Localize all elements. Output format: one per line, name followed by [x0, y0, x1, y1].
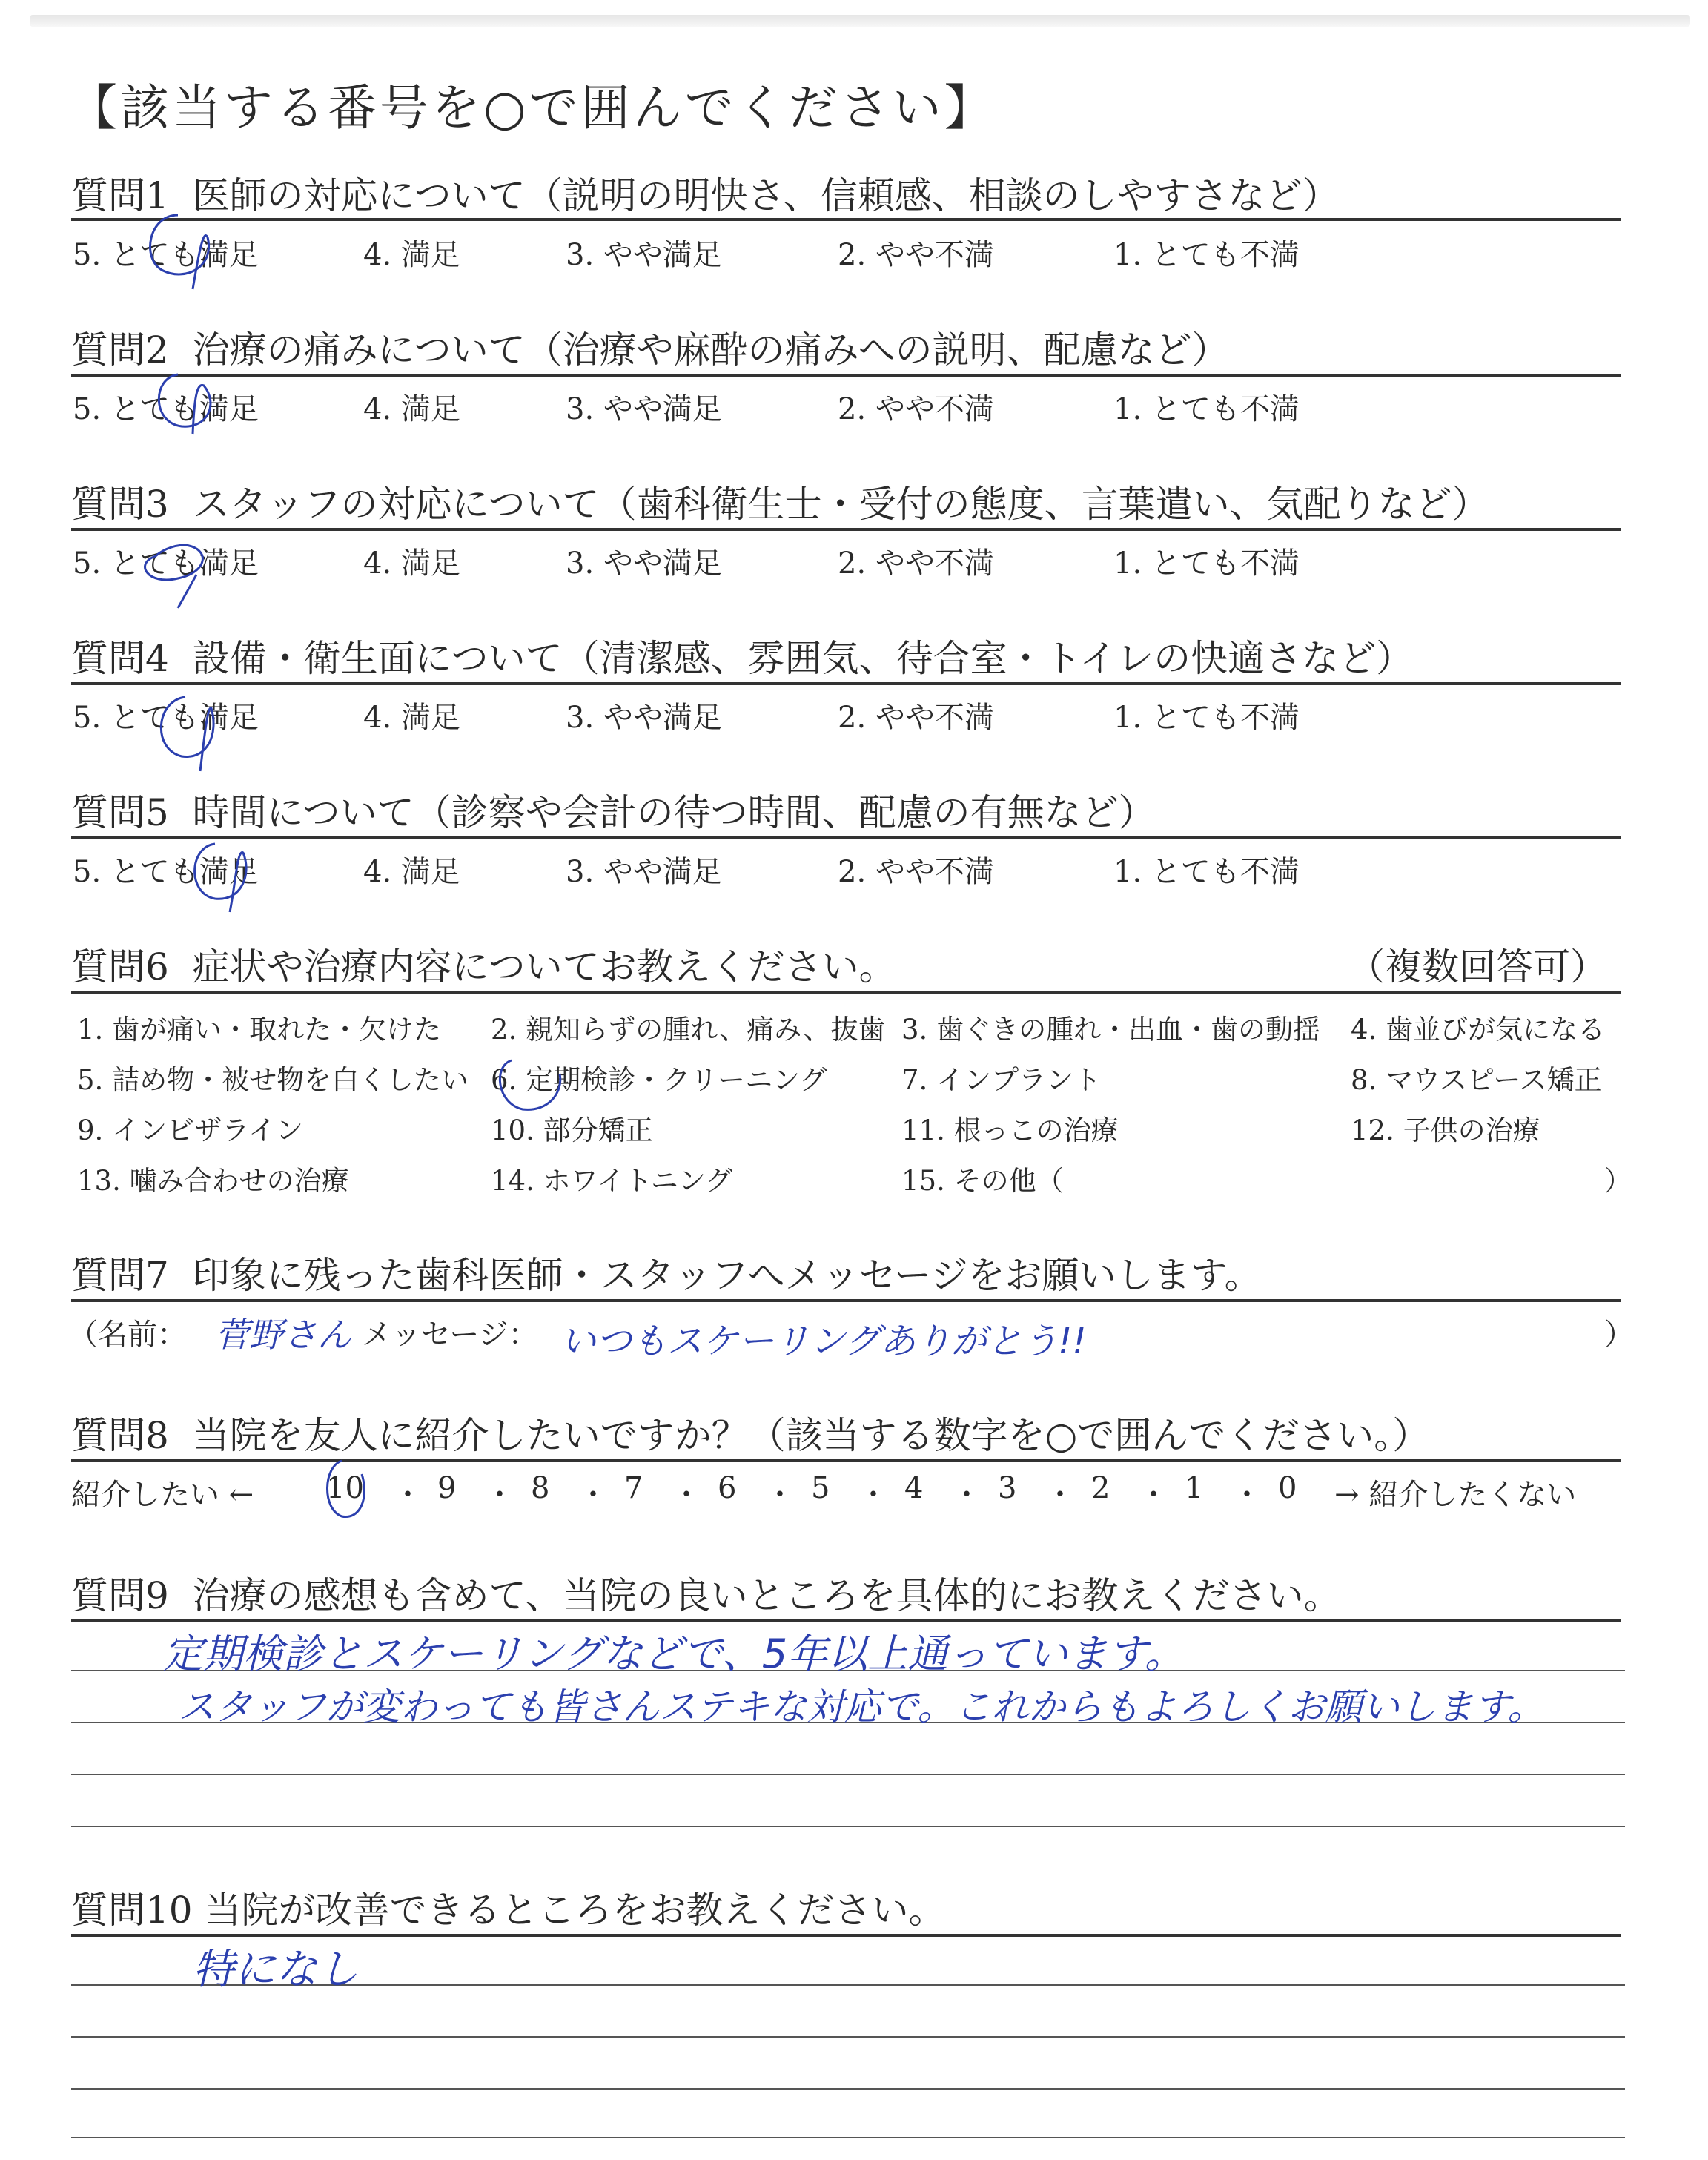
q2-option-3[interactable]: 3. やや満足 [566, 392, 722, 426]
q1-option-1[interactable]: 1. とても不満 [1113, 238, 1300, 272]
q8-dot: ・ [952, 1478, 982, 1512]
q2-heading [71, 320, 1229, 374]
q10-answer-line [71, 2088, 1625, 2090]
q10-answer-line [71, 2036, 1625, 2038]
q9-answer-handwritten-line-2[interactable]: スタッフが変わっても皆さんステキな対応で。これからもよろしくお願いします。 [178, 1685, 1545, 1728]
q8-dot: ・ [1139, 1478, 1168, 1512]
q6-option-15[interactable]: 15. その他（ [901, 1165, 1064, 1197]
q6-option-9[interactable]: 9. インビザライン [77, 1114, 303, 1146]
q8-label: 質問8 [71, 1414, 169, 1457]
q2-option-2[interactable]: 2. やや不満 [838, 392, 994, 426]
q8-left-label: 紹介したい ← [71, 1478, 254, 1512]
q1-rule [71, 218, 1621, 221]
q5-heading [71, 783, 1156, 836]
q9-label: 質問9 [71, 1574, 169, 1617]
q8-scale-5[interactable]: 5 [811, 1471, 830, 1505]
q6-heading [71, 937, 896, 991]
q6-multiple-note: （複数回答可） [1348, 945, 1607, 988]
q7-rule [71, 1299, 1621, 1302]
q6-option-13[interactable]: 13. 噛み合わせの治療 [77, 1165, 349, 1197]
q8-dot: ・ [393, 1478, 423, 1512]
q5-option-2[interactable]: 2. やや不満 [838, 855, 994, 889]
q8-scale-4[interactable]: 4 [904, 1471, 924, 1505]
q7-close-paren: ） [1604, 1318, 1634, 1352]
q2-text: 治療の痛みについて（治療や麻酔の痛みへの説明、配慮など） [192, 328, 1229, 371]
q3-option-1[interactable]: 1. とても不満 [1113, 546, 1300, 581]
q8-right-label: → 紹介したくない [1334, 1478, 1577, 1512]
q3-rule [71, 528, 1621, 531]
q7-text: 印象に残った歯科医師・スタッフへメッセージをお願いします。 [192, 1254, 1262, 1297]
q4-rule [71, 682, 1621, 685]
q8-rule [71, 1459, 1621, 1462]
q5-option-5[interactable]: 5. とても満足 [73, 855, 259, 889]
q6-option-3[interactable]: 3. 歯ぐきの腫れ・出血・歯の動揺 [901, 1014, 1321, 1046]
q8-scale-9[interactable]: 9 [437, 1471, 457, 1505]
q1-circle-mark [133, 200, 222, 311]
q4-circle-mark [145, 682, 226, 779]
q10-heading [71, 1880, 946, 1934]
q2-option-5[interactable]: 5. とても満足 [73, 392, 259, 426]
q7-name-label: （名前： [68, 1318, 187, 1352]
q9-answer-line [71, 1826, 1625, 1827]
q4-text: 設備・衛生面について（清潔感、雰囲気、待合室・トイレの快適さなど） [192, 637, 1414, 680]
q9-answer-handwritten-line-1[interactable]: 定期検診とスケーリングなどで、5年以上通っています。 [163, 1631, 1185, 1677]
q3-text: スタッフの対応について（歯科衛生士・受付の態度、言葉遣い、気配りなど） [192, 483, 1489, 526]
q6-option-4[interactable]: 4. 歯並びが気になる [1351, 1014, 1606, 1046]
scan-top-edge [30, 15, 1690, 27]
q8-text: 当院を友人に紹介したいですか？（該当する数字を○で囲んでください。） [192, 1414, 1430, 1457]
q4-heading [71, 629, 1413, 682]
q5-circle-mark [178, 830, 259, 919]
q5-option-4[interactable]: 4. 満足 [363, 855, 460, 889]
q10-text: 当院が改善できるところをお教えください。 [204, 1889, 946, 1932]
q3-option-2[interactable]: 2. やや不満 [838, 546, 994, 581]
q6-option-12[interactable]: 12. 子供の治療 [1351, 1114, 1540, 1146]
q5-option-1[interactable]: 1. とても不満 [1113, 855, 1300, 889]
q5-label: 質問5 [71, 791, 169, 834]
q8-circle-mark [316, 1453, 375, 1527]
q8-dot: ・ [1045, 1478, 1075, 1512]
q1-option-3[interactable]: 3. やや満足 [566, 238, 722, 272]
q7-label: 質問7 [71, 1254, 169, 1297]
q9-answer-line [71, 1774, 1625, 1775]
q8-dot: ・ [1232, 1478, 1262, 1512]
q6-option-6[interactable]: 6. 定期検診・クリーニング [491, 1064, 827, 1096]
q10-answer-line [71, 2137, 1625, 2138]
q8-dot: ・ [578, 1478, 608, 1512]
q2-option-1[interactable]: 1. とても不満 [1113, 392, 1300, 426]
q1-option-2[interactable]: 2. やや不満 [838, 238, 994, 272]
q6-text: 症状や治療内容についてお教えください。 [192, 945, 896, 988]
q6-circle-mark [489, 1051, 578, 1118]
q10-answer-handwritten[interactable]: 特になし [193, 1946, 359, 1994]
q6-other-close-paren: ） [1604, 1165, 1632, 1197]
q5-text: 時間について（診察や会計の待つ時間、配慮の有無など） [192, 791, 1156, 834]
q7-name-handwritten[interactable]: 菅野さん [215, 1315, 351, 1355]
q6-option-8[interactable]: 8. マウスピース矯正 [1351, 1064, 1602, 1096]
q9-heading [71, 1566, 1341, 1619]
q8-scale-8[interactable]: 8 [531, 1471, 550, 1505]
q10-label: 質問10 [71, 1889, 193, 1932]
q2-option-4[interactable]: 4. 満足 [363, 392, 460, 426]
q8-dot: ・ [485, 1478, 514, 1512]
q7-message-label: メッセージ： [362, 1318, 538, 1352]
q2-label: 質問2 [71, 328, 169, 371]
q8-scale-2[interactable]: 2 [1091, 1471, 1110, 1505]
q4-option-4[interactable]: 4. 満足 [363, 701, 460, 735]
q4-option-1[interactable]: 1. とても不満 [1113, 701, 1300, 735]
q6-option-1[interactable]: 1. 歯が痛い・取れた・欠けた [77, 1014, 442, 1046]
form-title: 【該当する番号を○で囲んでください】 [68, 79, 996, 136]
q7-heading [71, 1246, 1262, 1299]
q8-scale-3[interactable]: 3 [998, 1471, 1017, 1505]
q8-dot: ・ [672, 1478, 701, 1512]
q8-scale-0[interactable]: 0 [1278, 1471, 1297, 1505]
q5-rule [71, 836, 1621, 839]
q6-option-14[interactable]: 14. ホワイトニング [491, 1165, 733, 1197]
q8-dot: ・ [858, 1478, 888, 1512]
q8-scale-6[interactable]: 6 [718, 1471, 737, 1505]
q4-option-3[interactable]: 3. やや満足 [566, 701, 722, 735]
q7-message-handwritten[interactable]: いつもスケーリングありがとう!! [560, 1321, 1087, 1362]
q5-option-3[interactable]: 3. やや満足 [566, 855, 722, 889]
q3-option-5[interactable]: 5. とても満足 [73, 546, 259, 581]
q1-option-4[interactable]: 4. 満足 [363, 238, 460, 272]
q6-option-11[interactable]: 11. 根っこの治療 [901, 1114, 1119, 1146]
q4-option-2[interactable]: 2. やや不満 [838, 701, 994, 735]
q1-heading [71, 166, 1340, 219]
q9-text: 治療の感想も含めて、当院の良いところを具体的にお教えください。 [192, 1574, 1341, 1617]
q3-option-4[interactable]: 4. 満足 [363, 546, 460, 581]
q4-option-5[interactable]: 5. とても満足 [73, 701, 259, 735]
q8-dot: ・ [765, 1478, 795, 1512]
q6-option-5[interactable]: 5. 詰め物・被せ物を白くしたい [77, 1064, 469, 1096]
q1-option-5[interactable]: 5. とても満足 [73, 238, 259, 272]
q1-label: 質問1 [71, 174, 169, 217]
q6-option-10[interactable]: 10. 部分矯正 [491, 1114, 653, 1146]
q4-label: 質問4 [71, 637, 169, 680]
q8-scale-10[interactable]: 10 [326, 1471, 364, 1505]
q6-option-7[interactable]: 7. インプラント [901, 1064, 1102, 1096]
q3-option-3[interactable]: 3. やや満足 [566, 546, 722, 581]
q3-label: 質問3 [71, 483, 169, 526]
q6-rule [71, 991, 1621, 994]
q2-rule [71, 374, 1621, 377]
q8-scale-7[interactable]: 7 [624, 1471, 643, 1505]
q6-option-2[interactable]: 2. 親知らずの腫れ、痛み、抜歯 [491, 1014, 886, 1046]
q8-heading [71, 1406, 1429, 1459]
q3-heading [71, 475, 1489, 528]
q1-text: 医師の対応について（説明の明快さ、信頼感、相談のしやすさなど） [192, 174, 1340, 217]
q2-circle-mark [141, 363, 230, 445]
q3-circle-mark [126, 534, 230, 615]
q6-label: 質問6 [71, 945, 169, 988]
q8-scale-1[interactable]: 1 [1185, 1471, 1204, 1505]
